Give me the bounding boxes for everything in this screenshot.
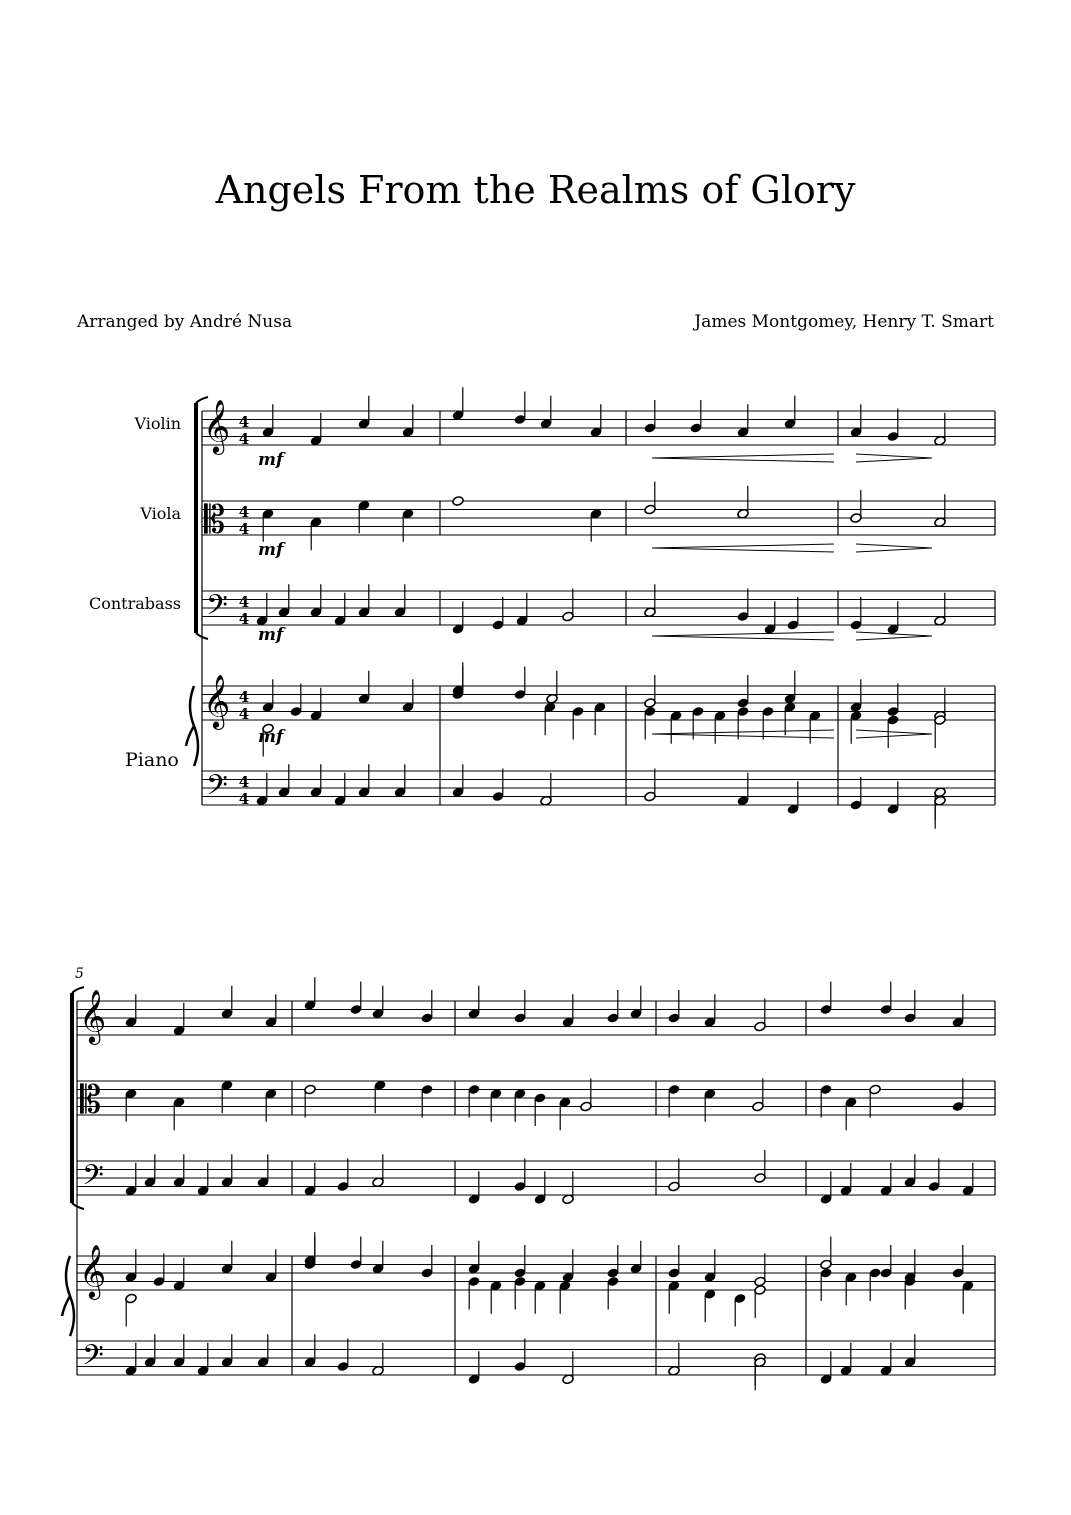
note	[704, 1289, 716, 1322]
note	[764, 601, 776, 634]
note	[173, 1003, 185, 1036]
note	[630, 986, 642, 1019]
crescendo-hairpin	[652, 544, 834, 552]
note	[394, 764, 406, 797]
note	[820, 1237, 832, 1270]
note	[125, 1163, 137, 1196]
note	[534, 1280, 546, 1313]
note	[784, 671, 796, 704]
time-signature-denominator: 4	[238, 705, 250, 723]
note	[144, 1154, 156, 1187]
note	[372, 986, 384, 1019]
note	[850, 597, 862, 630]
note	[704, 1088, 716, 1121]
note	[820, 1171, 832, 1204]
note	[887, 601, 899, 634]
note	[221, 1154, 233, 1187]
instrument-label-viola: Viola	[140, 504, 181, 523]
note	[358, 396, 370, 429]
note	[952, 994, 964, 1027]
note	[904, 1334, 916, 1367]
note	[310, 584, 322, 617]
bass-clef-icon: 𝄢	[82, 1158, 104, 1199]
note	[468, 1351, 480, 1384]
note	[572, 706, 584, 739]
note	[421, 1084, 433, 1117]
time-signature-denominator: 4	[238, 430, 250, 448]
note	[590, 508, 602, 541]
note	[374, 1080, 386, 1113]
treble-clef-icon: 𝄞	[79, 1243, 107, 1298]
note	[257, 1334, 269, 1367]
note	[928, 1159, 940, 1192]
note	[668, 1280, 680, 1313]
note	[850, 490, 862, 523]
note	[904, 1154, 916, 1187]
decrescendo-hairpin	[856, 730, 932, 738]
note	[334, 773, 346, 806]
note	[358, 764, 370, 797]
note	[310, 764, 322, 797]
note	[820, 1351, 832, 1384]
note	[394, 584, 406, 617]
note	[125, 1343, 137, 1376]
note	[934, 413, 946, 446]
decrescendo-hairpin	[856, 454, 932, 462]
note	[125, 1088, 137, 1121]
note	[934, 593, 946, 626]
note	[820, 982, 832, 1015]
note	[869, 1268, 881, 1301]
note	[668, 1084, 680, 1117]
note	[290, 684, 302, 717]
note	[452, 667, 464, 700]
note	[754, 1285, 766, 1318]
note	[887, 781, 899, 814]
note	[468, 1171, 480, 1204]
note	[607, 1276, 619, 1309]
instrument-label-violin: Violin	[134, 414, 181, 433]
note	[590, 404, 602, 437]
note	[845, 1097, 857, 1130]
note	[540, 396, 552, 429]
note	[820, 1084, 832, 1117]
violin-staff	[77, 1001, 995, 1035]
note	[850, 679, 862, 712]
note	[754, 1357, 766, 1390]
note	[754, 1254, 766, 1287]
note	[516, 593, 528, 626]
dynamic-mf: mf	[258, 540, 284, 560]
decrescendo-hairpin	[856, 544, 932, 552]
composer-credit: James Montgomey, Henry T. Smart	[694, 312, 994, 332]
note	[607, 1245, 619, 1278]
note	[358, 500, 370, 533]
crescendo-hairpin	[652, 632, 834, 640]
note	[737, 706, 749, 739]
note	[265, 1249, 277, 1282]
crescendo-hairpin	[652, 730, 834, 738]
bass-clef-icon: 𝄢	[82, 1338, 104, 1379]
note	[173, 1334, 185, 1367]
note	[304, 1237, 316, 1270]
note	[262, 679, 274, 712]
note	[337, 1159, 349, 1192]
note	[221, 1080, 233, 1113]
arranger-credit: Arranged by André Nusa	[77, 312, 293, 332]
note	[850, 777, 862, 810]
note	[402, 508, 414, 541]
note	[402, 404, 414, 437]
note	[934, 494, 946, 527]
note	[546, 671, 558, 704]
time-signature-denominator: 4	[238, 520, 250, 538]
note	[754, 999, 766, 1032]
note	[514, 1339, 526, 1372]
note	[869, 1084, 881, 1117]
time-signature-numerator: 4	[238, 593, 250, 611]
notehead	[452, 496, 464, 507]
piano-brace	[186, 686, 198, 766]
note	[559, 1280, 571, 1313]
note	[372, 1343, 384, 1376]
alto-clef-icon: 𝄡	[80, 1077, 102, 1122]
note	[490, 1088, 502, 1121]
note	[514, 392, 526, 425]
note	[492, 597, 504, 630]
time-signature-denominator: 4	[238, 790, 250, 808]
note	[594, 702, 606, 735]
note	[514, 990, 526, 1023]
note	[668, 1343, 680, 1376]
note	[197, 1163, 209, 1196]
note	[310, 413, 322, 446]
note	[304, 1334, 316, 1367]
note	[737, 675, 749, 708]
note	[265, 1088, 277, 1121]
score-title: Angels From the Realms of Glory	[215, 168, 856, 212]
note	[562, 1351, 574, 1384]
time-signature-numerator: 4	[238, 413, 250, 431]
note	[221, 986, 233, 1019]
note	[468, 1241, 480, 1274]
dynamic-mf: mf	[258, 450, 284, 470]
bracket-bottom	[72, 1203, 84, 1209]
note	[514, 667, 526, 700]
note	[173, 1258, 185, 1291]
note	[880, 982, 892, 1015]
note	[962, 1280, 974, 1313]
note	[737, 486, 749, 519]
note	[257, 1154, 269, 1187]
note	[668, 1245, 680, 1278]
note	[492, 769, 504, 802]
note	[262, 508, 274, 541]
note	[514, 1245, 526, 1278]
note	[607, 990, 619, 1023]
note	[544, 702, 556, 735]
note	[125, 1293, 137, 1326]
note	[762, 706, 774, 739]
time-signature-numerator: 4	[238, 688, 250, 706]
note	[850, 404, 862, 437]
note	[887, 409, 899, 442]
note	[452, 387, 464, 420]
note	[559, 1097, 571, 1130]
note	[534, 1171, 546, 1204]
note	[934, 715, 946, 748]
note	[534, 1093, 546, 1126]
crescendo-hairpin	[652, 454, 834, 462]
note	[468, 1084, 480, 1117]
contrabass-staff	[77, 1161, 995, 1195]
note	[452, 764, 464, 797]
note	[704, 1249, 716, 1282]
note	[644, 675, 656, 708]
note	[402, 679, 414, 712]
note	[304, 977, 316, 1010]
note	[173, 1097, 185, 1130]
note	[562, 1249, 574, 1282]
note	[644, 482, 656, 515]
note	[562, 589, 574, 622]
note	[668, 1159, 680, 1192]
note	[668, 990, 680, 1023]
note	[144, 1334, 156, 1367]
note	[934, 795, 946, 828]
note	[752, 1079, 764, 1112]
note	[787, 781, 799, 814]
note	[468, 986, 480, 1019]
bass-clef-icon: 𝄢	[206, 588, 228, 629]
note	[256, 773, 268, 806]
time-signature-denominator: 4	[238, 610, 250, 628]
note	[256, 593, 268, 626]
note	[337, 1339, 349, 1372]
note	[809, 710, 821, 743]
note	[904, 990, 916, 1023]
note	[125, 994, 137, 1027]
note	[880, 1343, 892, 1376]
note	[952, 1079, 964, 1112]
note	[514, 1088, 526, 1121]
note	[358, 671, 370, 704]
note	[690, 400, 702, 433]
note	[840, 1163, 852, 1196]
notation-layer	[62, 387, 995, 1390]
note	[262, 404, 274, 437]
note	[372, 1154, 384, 1187]
note	[350, 1237, 362, 1270]
bass-clef-icon: 𝄢	[206, 768, 228, 809]
note	[754, 1150, 766, 1183]
note	[334, 593, 346, 626]
note	[452, 496, 464, 507]
note	[737, 404, 749, 437]
measure-number: 5	[75, 966, 84, 982]
note	[490, 1280, 502, 1313]
note	[278, 584, 290, 617]
note	[962, 1163, 974, 1196]
time-signature-numerator: 4	[238, 503, 250, 521]
note	[265, 994, 277, 1027]
note	[644, 769, 656, 802]
note	[421, 990, 433, 1023]
viola-staff	[202, 501, 995, 535]
note	[358, 584, 370, 617]
note	[310, 517, 322, 550]
note	[562, 1171, 574, 1204]
treble-clef-icon: 𝄞	[203, 673, 231, 728]
note	[350, 982, 362, 1015]
note	[644, 584, 656, 617]
instrument-label-piano: Piano	[125, 749, 179, 771]
note	[737, 773, 749, 806]
note	[880, 1163, 892, 1196]
note	[310, 688, 322, 721]
note	[787, 597, 799, 630]
treble-clef-icon: 𝄞	[79, 988, 107, 1043]
note	[221, 1241, 233, 1274]
note	[904, 1276, 916, 1309]
note	[221, 1334, 233, 1367]
decrescendo-hairpin	[856, 632, 932, 640]
piano-left-staff	[77, 1341, 995, 1375]
note	[840, 1343, 852, 1376]
note	[784, 702, 796, 735]
dynamic-mf: mf	[258, 625, 284, 645]
dynamic-mf: mf	[258, 727, 284, 747]
note	[704, 994, 716, 1027]
note	[850, 710, 862, 743]
note	[630, 1241, 642, 1274]
note	[153, 1254, 165, 1287]
note	[304, 1163, 316, 1196]
note	[714, 710, 726, 743]
note	[125, 1249, 137, 1282]
note	[540, 773, 552, 806]
note	[452, 601, 464, 634]
note	[514, 1159, 526, 1192]
treble-clef-icon: 𝄞	[203, 398, 231, 453]
note	[421, 1245, 433, 1278]
note	[644, 400, 656, 433]
note	[278, 764, 290, 797]
note	[562, 994, 574, 1027]
note	[304, 1084, 316, 1117]
note	[737, 589, 749, 622]
note	[197, 1343, 209, 1376]
note	[734, 1293, 746, 1326]
note	[670, 710, 682, 743]
note	[372, 1241, 384, 1274]
time-signature-numerator: 4	[238, 773, 250, 791]
piano-brace	[62, 1256, 74, 1336]
note	[468, 1276, 480, 1309]
instrument-label-contrabass: Contrabass	[89, 594, 181, 613]
note	[845, 1272, 857, 1305]
note	[952, 1245, 964, 1278]
alto-clef-icon: 𝄡	[204, 497, 226, 542]
note	[880, 1245, 892, 1278]
note	[784, 396, 796, 429]
note	[887, 684, 899, 717]
note	[514, 1276, 526, 1309]
note	[820, 1268, 832, 1301]
note	[173, 1154, 185, 1187]
note	[580, 1079, 592, 1112]
